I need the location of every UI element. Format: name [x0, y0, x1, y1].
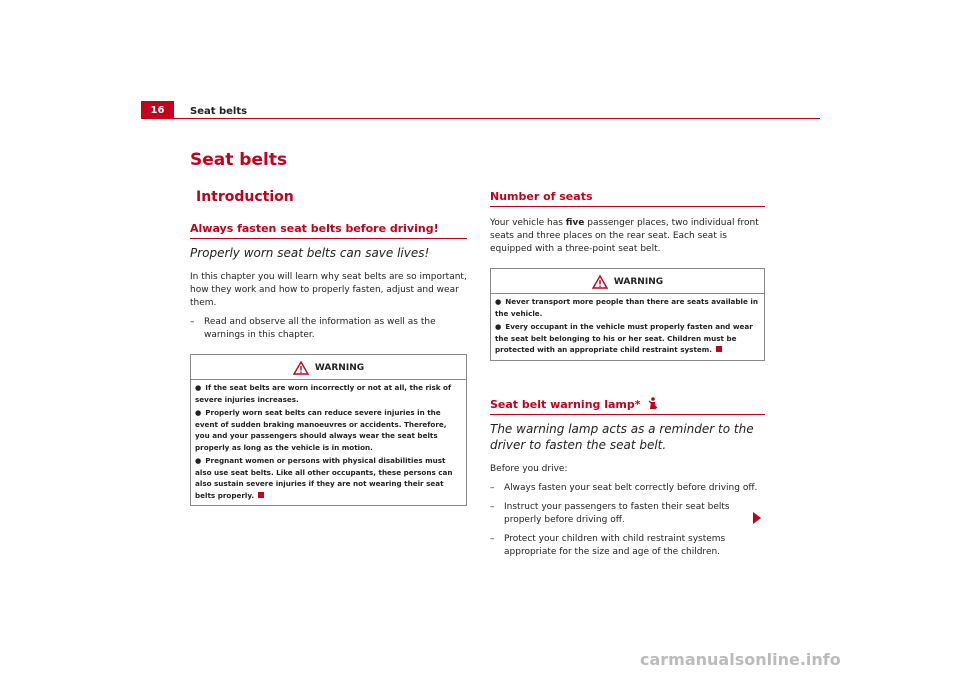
lamp-subheading: The warning lamp acts as a reminder to the driver to fasten the seat belt.	[490, 421, 754, 452]
warning-item: ● Never transport more people than there are seats available in the vehicle.	[495, 297, 758, 318]
warning-triangle-icon	[293, 361, 309, 375]
warning-triangle-icon	[592, 275, 608, 289]
chapter-title: Seat belts	[190, 150, 288, 170]
dash-marker: –	[490, 482, 495, 493]
warning-box	[490, 268, 765, 361]
warning-item: ● If the seat belts are worn incorrectly or not at all, the risk of severe injuries increases.	[195, 383, 452, 404]
list-item	[190, 316, 467, 342]
lamp-heading: Seat belt warning lamp*	[490, 397, 765, 415]
lamp-intro: Before you drive:	[490, 463, 568, 474]
bullet-icon: ●	[495, 297, 502, 306]
lamp-section	[490, 397, 765, 559]
step-text: Read and observe all the information as well as the warnings in this chapter.	[204, 317, 436, 340]
list-item: – Protect your children with child restraint systems appropriate for the size and age of the children.	[490, 533, 726, 557]
bullet-icon: ●	[195, 408, 202, 417]
header-rule	[141, 118, 820, 119]
seats-heading: Number of seats	[490, 190, 765, 207]
left-intro: In this chapter you will learn why seat belts are so important, how they work and how to properly fasten, adjust and wear them.	[190, 272, 467, 308]
section-title: Introduction	[196, 189, 294, 205]
section-end-icon	[716, 346, 722, 352]
warning-item: ● Pregnant women or persons with physical disabilities must also use seat belts. Like all other occupants, these persons can also sustain severe injuries if they are not wearing their seat belts properly.	[195, 456, 453, 500]
bullet-icon: ●	[195, 383, 202, 392]
list-item: – Instruct your passengers to fasten their seat belts properly before driving off.	[490, 501, 730, 525]
warning-header	[191, 355, 466, 380]
bullet-icon: ●	[495, 322, 502, 331]
running-header: Seat belts	[190, 106, 248, 117]
section-end-icon	[258, 492, 264, 498]
warning-box	[190, 354, 467, 506]
left-subheading: Properly worn seat belts can save lives!	[190, 246, 430, 260]
seats-text: Your vehicle has five passenger places, two individual front seats and three places on the rear seat. Each seat is equipped with a three-point seat belt.	[490, 218, 759, 254]
warning-item: ● Properly worn seat belts can reduce severe injuries in the event of sudden braking manoeuvres or accidents. Therefore, you and your passengers should always wear the seat belts properly as long as the vehicle is in motion.	[195, 408, 447, 452]
warning-label: WARNING	[314, 363, 365, 373]
page-number: 16	[141, 101, 174, 119]
seat-belt-warning-icon	[647, 397, 659, 410]
watermark: carmanualsonline.info	[640, 650, 841, 669]
dash-marker: –	[490, 501, 495, 512]
warning-label: WARNING	[613, 277, 664, 287]
left-heading: Always fasten seat belts before driving!	[190, 222, 467, 239]
bullet-icon: ●	[195, 456, 202, 465]
dash-marker: –	[490, 533, 495, 544]
warning-item: ● Every occupant in the vehicle must properly fasten and wear the seat belt belonging to his or her seat. Children must be protected with an appropriate child restraint system.	[495, 322, 753, 354]
list-item: – Always fasten your seat belt correctly before driving off.	[490, 482, 758, 493]
dash-marker: –	[190, 317, 195, 327]
left-column	[190, 222, 467, 506]
right-column	[490, 190, 765, 559]
next-page-arrow-icon	[753, 512, 761, 524]
warning-header	[491, 269, 764, 294]
